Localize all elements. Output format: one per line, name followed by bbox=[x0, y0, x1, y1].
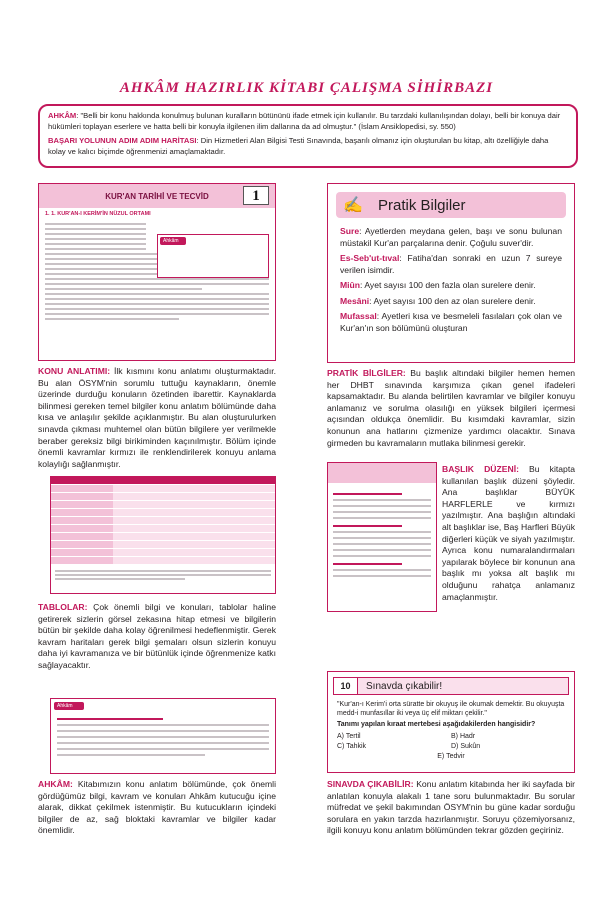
sinavda-cikabilir-box bbox=[327, 671, 575, 773]
sinav-header bbox=[333, 677, 569, 695]
baslik-label: BAŞLIK DÜZENİ: bbox=[442, 464, 519, 474]
sinav-label: SINAVDA ÇIKABİLİR: bbox=[327, 779, 414, 789]
tablolar-label: TABLOLAR: bbox=[38, 602, 88, 612]
intro-box bbox=[38, 104, 578, 168]
ahkam-label: AHKÂM: bbox=[38, 779, 73, 789]
baslik-thumbnail bbox=[327, 462, 437, 612]
pratik-label: PRATİK BİLGİLER: bbox=[327, 368, 406, 378]
unit-number: 1 bbox=[243, 186, 269, 205]
pratik-text: Bu başlık altındaki bilgiler hemen hemen her DHBT sınavında karşımıza çıkan genel ifadeleri kapsamaktadır. Bu alanda belirtilen kavramlar ve bilgiler konuyu anlamanız ve sorulma olasılığı en yüksek bilgileri içermesi açısından oldukça önemlidir. Bu kısımdaki kavramlar, sizin konunun ana hatlarını çizmenize yardımcı olacaktır. Sınava girmeden bu kavramaların mutlaka bilinmesi gerekir. bbox=[327, 368, 576, 448]
sinav-paragraph bbox=[327, 779, 575, 837]
question-text: "Kur'an-ı Kerim'i orta süratte bir okuyuş ile okumak demektir. Bu okuyuşta medd-i munfasıllar iki veya üç elif miktarı çekilir." bbox=[337, 701, 565, 717]
pratik-bilgiler-box bbox=[327, 183, 575, 363]
ahkam-text: Kitabımızın konu anlatım bölümünde, çok önemli gördüğümüz bilgi, kavram ve konuları Ahkâm kutucuğu içine alarak, dikkat çekilmek istenmiştir. Bu kutucukların içindeki bilgiler de az, sağ bloktaki kavramlar ve bilgiler kadar önemlidir. bbox=[38, 779, 276, 836]
intro-ahkam-text: : "Belli bir konu hakkında konulmuş bulunan kuralların bütününü ifade etmek için kullanılır. Bu tarzdaki kullanılışından dolayı, belli bir konuya dair hükümleri toplayan eserlere ve hatta belli bir konuyla ilgilenen ilim dallarına da ad olmuştur." (İslam Ansiklopedisi, sy. 550) bbox=[48, 111, 561, 131]
pratik-item: Mufassal: Ayetleri kısa ve besmeleli fasılaları çok olan ve Kur'an'ın son bölümünü oluşturan bbox=[340, 311, 562, 333]
sinav-text: Konu anlatım kitabında her iki sayfada bir anlatılan konuyla alakalı 1 tane soru bulunmaktadır. Bu sorular müfredat ve şekil bakımından ÖSYM'nin bu güne kadar sorduğu sorulara en yakın tarzda hazırlanmıştır. Soruyu çözemiyorsanız, ilgili konuyu konu anlatım bölümünden tekrar gözden geçiriniz. bbox=[327, 779, 575, 836]
ahkam-thumb-tag: Ahkâm bbox=[54, 702, 84, 710]
writing-hand-icon: ✍ bbox=[343, 197, 363, 214]
answer-options bbox=[328, 729, 574, 762]
option-c: C) Tahkik bbox=[337, 743, 367, 750]
pratik-header bbox=[336, 192, 566, 218]
intro-map-label: BAŞARI YOLUNUN ADIM ADIM HARİTASI bbox=[48, 136, 197, 145]
question-prompt: Tanımı yapılan kıraat mertebesi aşağıdakilerden hangisidir? bbox=[337, 721, 536, 728]
pratik-paragraph bbox=[327, 368, 575, 449]
page-title: AHKÂM HAZIRLIK KİTABI ÇALIŞMA SİHİRBAZI bbox=[119, 80, 494, 96]
pratik-item: Miûn: Ayet sayısı 100 den fazla olan surelere denir. bbox=[340, 280, 536, 290]
intro-ahkam bbox=[48, 110, 568, 132]
table-thumbnail bbox=[50, 476, 276, 594]
pratik-item: Es-Seb'ut-tıval: Fatiha'dan sonraki en uzun 7 sureye verilen isimdir. bbox=[340, 253, 562, 275]
konu-anlatimi-paragraph bbox=[38, 366, 276, 470]
tablolar-paragraph bbox=[38, 602, 276, 672]
ahkam-thumbnail bbox=[50, 698, 276, 774]
tablolar-text: Çok önemli bilgi ve konuları, tablolar haline getirerek sizlerin görsel zekasına hitap etmesi ve bilgilerin bütün bir şekilde daha kolay öğrenilmesi hedeflenmiştir. Gerek kavram haritaları gerek bilgi şemaları olsun sizlerin konuyu daha iyi kavramanıza ve bir bütünlük içinde öğrenmenize katkı sağlayacaktır. bbox=[38, 602, 276, 670]
ahkam-mini-tag: Ahkâm bbox=[160, 237, 186, 245]
pratik-title: Pratik Bilgiler bbox=[378, 196, 466, 214]
pratik-item: Sure: Ayetlerden meydana gelen, başı ve sonu bulunan müstakil Kur'an parçalarına denir. Çoğulu suver'dir. bbox=[340, 226, 562, 248]
intro-ahkam-label: AHKÂM bbox=[48, 111, 77, 120]
konu-text: İlk kısmını konu anlatımı oluşturmaktadır. Bu alan ÖSYM'nin sorumlu tuttuğu kaynakların, önemle üzerinde durduğu konuların özetinden ibarettir. Kaynaklarda bilinmesi gereken temel bilgiler konu anlatım bölümünde daha kısa ve anlaşılır şekilde açıklanmıştır. Bu alan oluşturulurken sınavda çıkması muhtemel olan bütün bilgilere yer verilmekle beraber gereksiz bilgi birikiminden kaçınılmıştır. Bölüm içinde önemli kavramlar kırmızı ile renklendirilerek konuyu anlama kolaylığı sağlanmıştır. bbox=[38, 366, 276, 469]
baslik-paragraph bbox=[442, 464, 575, 603]
konu-label: KONU ANLATIMI: bbox=[38, 366, 111, 376]
option-d: D) Sukûn bbox=[451, 743, 481, 750]
thumb-header bbox=[39, 184, 275, 208]
option-b: B) Hadr bbox=[451, 733, 476, 740]
pratik-item: Mesâni: Ayet sayısı 100 den az olan surelere denir. bbox=[340, 295, 536, 306]
option-e: E) Tedvir bbox=[437, 753, 465, 760]
thumb-header-title: KUR'AN TARİHİ VE TECVİD bbox=[105, 191, 209, 201]
konu-anlatimi-thumbnail bbox=[38, 183, 276, 361]
sinav-title: Sınavda çıkabilir! bbox=[366, 680, 443, 692]
intro-map bbox=[48, 135, 568, 157]
option-a: A) Tertil bbox=[337, 733, 361, 740]
intro-map-text: : Din Hizmetleri Alan Bilgisi Testi Sınavında, başarılı olmanız için oluşturulan bu kitap, altı özelliğiyle daha kolay ve kalıcı biçimde öğrenmenizi amaçlamaktadır. bbox=[48, 136, 549, 156]
ahkam-paragraph bbox=[38, 779, 276, 837]
thumb-subtitle: 1. 1. KUR'AN-I KERİM'İN NÜZUL ORTAMI bbox=[45, 211, 151, 217]
question-number: 10 bbox=[334, 678, 358, 694]
baslik-text: Bu kitapta kullanılan başlık düzeni şöyledir. Ana başlıklar BÜYÜK HARFLERLE ve kırmızı yazılmıştır. Ana başlığın altındaki alt başlıklar ise, Baş Harfleri Büyük diğerleri küçük ve siyah yazılmıştır. Ayrıca konu numaralandırmaları yapılarak böylece bir konunun ana başlık mı yoksa alt başlık mı olduğunu rahatça anlamanız amaçlanmıştır. bbox=[442, 464, 575, 602]
ahkam-mini-box bbox=[157, 234, 269, 278]
pratik-items bbox=[328, 218, 574, 346]
